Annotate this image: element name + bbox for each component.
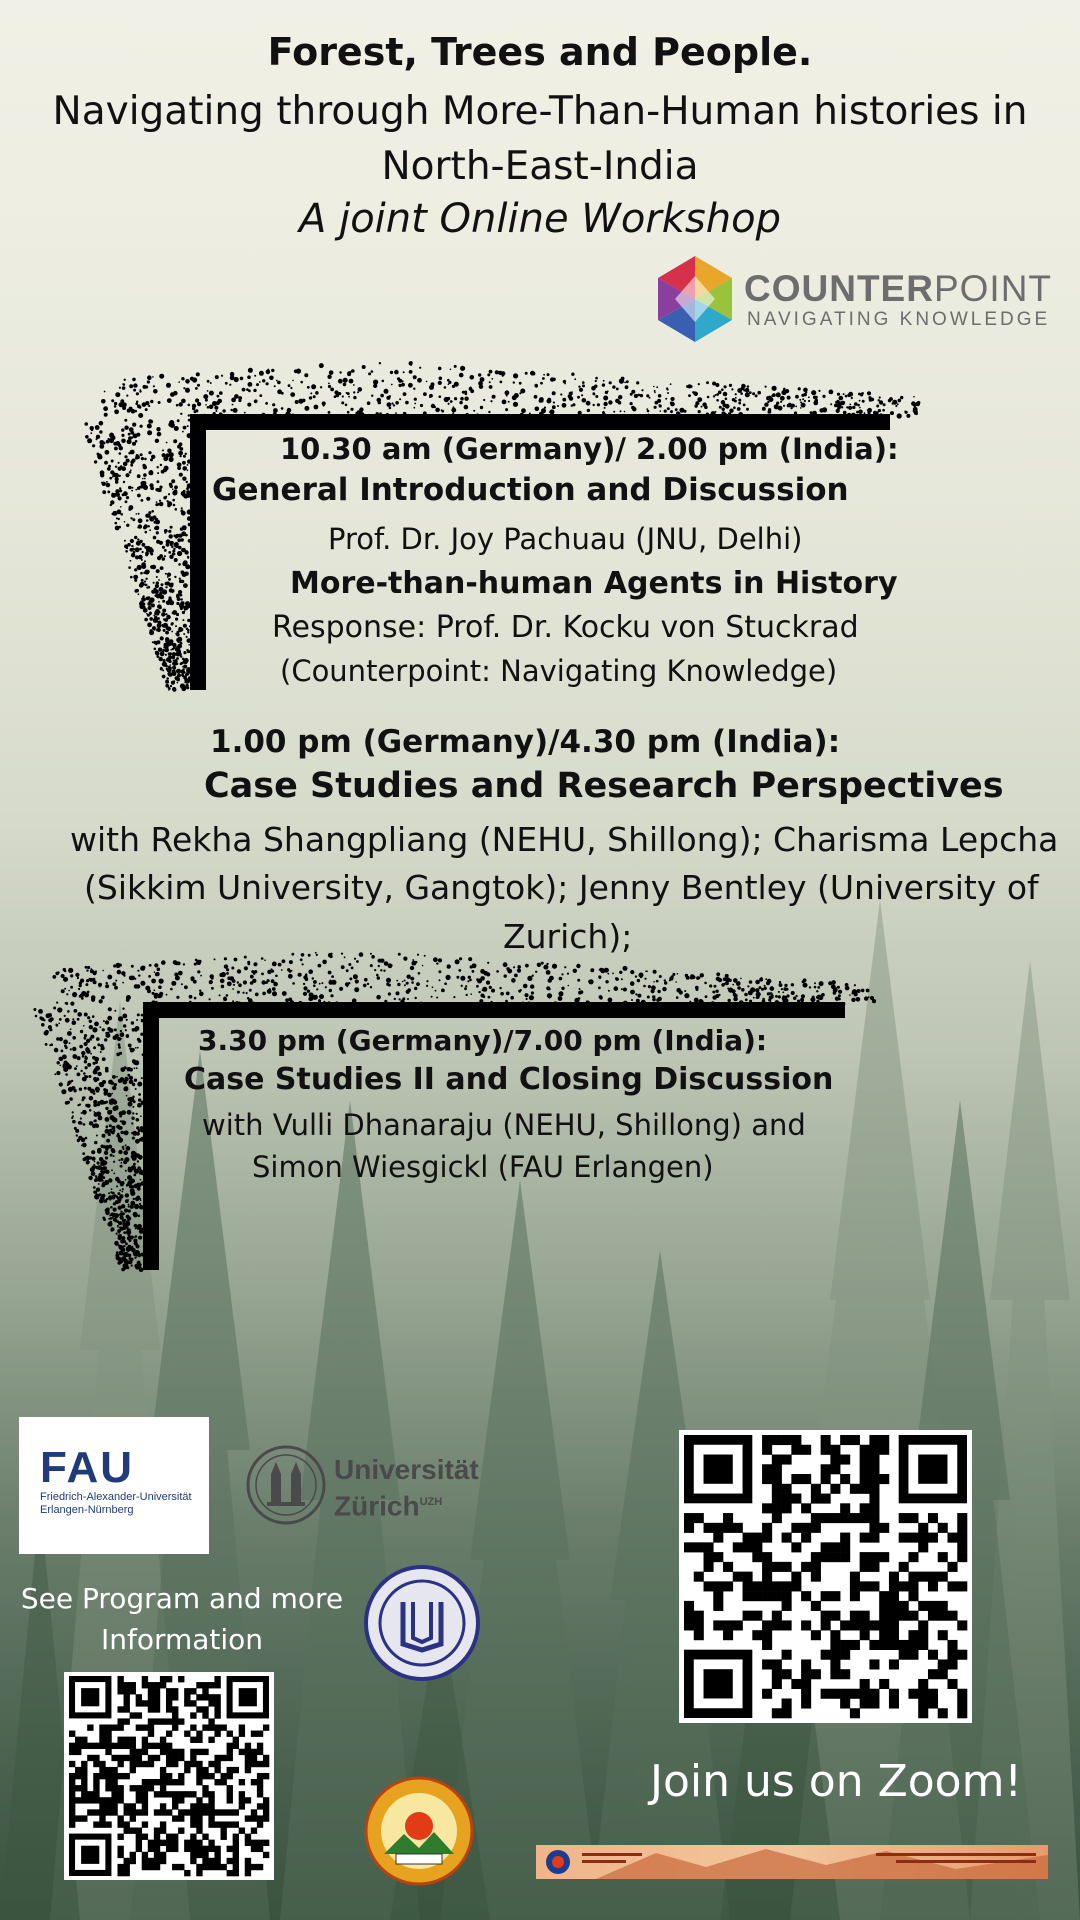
session-2-speakers-line-2: (Sikkim University, Gangtok); Jenny Bentley (University of (84, 868, 1039, 907)
counterpoint-name-light: POINT (933, 268, 1053, 309)
subtitle-line-1: Navigating through More-Than-Human histories in (52, 89, 1028, 134)
zoom-qr-code-icon[interactable] (679, 1430, 972, 1723)
session-2-speakers-line-1: with Rekha Shangpliang (NEHU, Shillong); Charisma Lepcha (70, 820, 1059, 859)
session-3-speakers-line-1: with Vulli Dhanaraju (NEHU, Shillong) and (202, 1108, 806, 1142)
uzh-name: Zürich (334, 1490, 420, 1522)
fau-logo-fullname: Friedrich-Alexander-Universität Erlangen-Nürnberg (40, 1491, 192, 1516)
program-qr-code-icon[interactable] (64, 1672, 274, 1880)
uzh-line-2 (334, 1486, 479, 1522)
session-1-response: Response: Prof. Dr. Kocku von Stuckrad (272, 610, 859, 645)
session-3-time: 3.30 pm (Germany)/7.00 pm (India): (198, 1024, 768, 1057)
uzh-seal-icon (245, 1444, 327, 1526)
nehu-seal-icon (364, 1776, 474, 1886)
zoom-invite: Join us on Zoom! (650, 1756, 1023, 1807)
jnu-seal-icon (363, 1564, 481, 1682)
session-2-time: 1.00 pm (Germany)/4.30 pm (India): (210, 724, 841, 760)
counterpoint-tagline: NAVIGATING KNOWLEDGE (747, 309, 1051, 330)
session-1-affiliation: (Counterpoint: Navigating Knowledge) (280, 654, 838, 688)
fau-logo-text: FAU (40, 1443, 134, 1492)
session-1-speaker: Prof. Dr. Joy Pachuau (JNU, Delhi) (328, 522, 803, 556)
workshop-format: A joint Online Workshop (299, 196, 781, 242)
session-1-talk-title: More-than-human Agents in History (290, 566, 898, 601)
session-1-time: 10.30 am (Germany)/ 2.00 pm (India): (280, 432, 899, 466)
subtitle-line-2: North-East-India (381, 144, 699, 189)
uzh-logo-text (334, 1454, 479, 1522)
uzh-line-1: Universität (334, 1454, 479, 1485)
poster-title: Forest, Trees and People. (267, 30, 813, 74)
sikkim-university-banner-icon (536, 1845, 1048, 1879)
session-3-speakers-line-2: Simon Wiesgickl (FAU Erlangen) (252, 1150, 714, 1184)
see-program-text: See Program and more Information (20, 1582, 344, 1656)
session-3-heading: Case Studies II and Closing Discussion (184, 1062, 834, 1097)
session-2-heading: Case Studies and Research Perspectives (204, 766, 1004, 806)
counterpoint-name-bold: COUNTER (744, 268, 934, 309)
uzh-superscript: UZH (419, 1496, 443, 1508)
session-2-speakers-line-3: Zurich); (503, 917, 633, 956)
session-1-heading: General Introduction and Discussion (212, 472, 849, 508)
